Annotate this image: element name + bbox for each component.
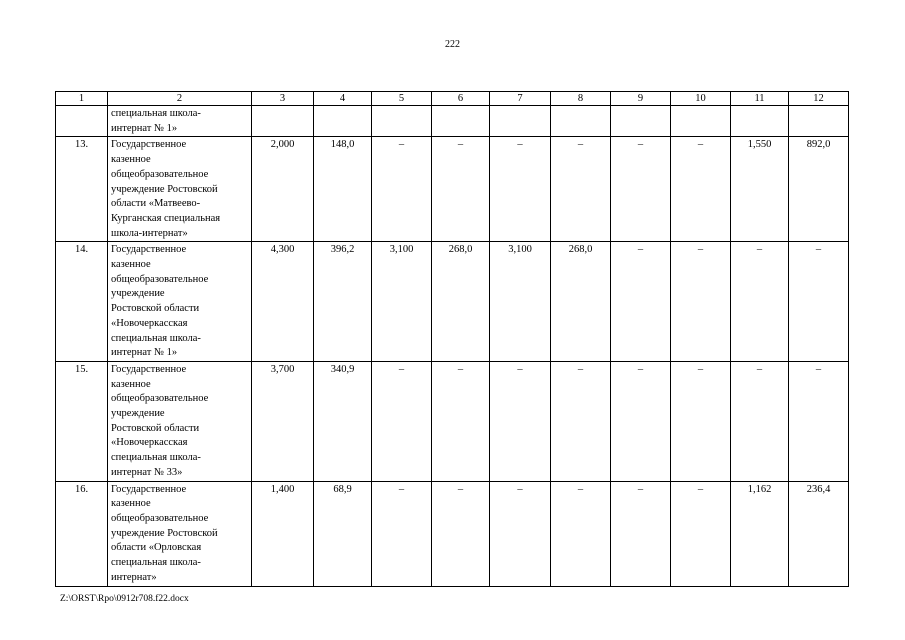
institution-name-line: интернат» (111, 571, 157, 583)
value-cell: – (432, 361, 490, 481)
institution-name-line: казенное (111, 378, 151, 390)
table-row-continuation (56, 106, 849, 137)
value-cell: – (611, 242, 671, 362)
institution-name-line: Государственное (111, 483, 187, 495)
page-number: 222 (445, 39, 460, 50)
value-cell (551, 106, 611, 137)
table-row (56, 242, 849, 362)
institution-name-line: Государственное (111, 139, 187, 151)
value-cell: 268,0 (551, 242, 611, 362)
value-cell: – (490, 481, 551, 586)
value-cell: – (372, 361, 432, 481)
institution-name-line: казенное (111, 154, 151, 166)
column-header: 9 (611, 92, 671, 106)
column-header: 1 (56, 92, 108, 106)
institution-name (108, 137, 252, 242)
table-row (56, 481, 849, 586)
column-header: 4 (314, 92, 372, 106)
institution-name-line: Курганская специальная (111, 212, 221, 224)
value-cell: 1,550 (731, 137, 789, 242)
value-cell: – (731, 242, 789, 362)
value-cell: 3,700 (252, 361, 314, 481)
value-cell: – (789, 361, 849, 481)
header-row (56, 92, 849, 106)
value-cell: 340,9 (314, 361, 372, 481)
value-cell: – (372, 481, 432, 586)
institution-name-line: Государственное (111, 363, 187, 375)
value-cell (372, 106, 432, 137)
value-cell: – (551, 137, 611, 242)
row-number: 14. (56, 242, 108, 362)
institution-name-line: интернат № 33» (111, 466, 183, 478)
column-header: 8 (551, 92, 611, 106)
value-cell: – (551, 481, 611, 586)
data-table (55, 91, 849, 587)
value-cell: 3,100 (490, 242, 551, 362)
value-cell: – (432, 481, 490, 586)
value-cell: 4,300 (252, 242, 314, 362)
institution-name-line: интернат № 1» (111, 122, 178, 134)
institution-name-line: области «Матвеево- (111, 198, 201, 210)
value-cell: – (372, 137, 432, 242)
row-number (56, 106, 108, 137)
value-cell: – (731, 361, 789, 481)
value-cell: 1,400 (252, 481, 314, 586)
value-cell: – (432, 137, 490, 242)
institution-name-line: общеобразовательное (111, 273, 209, 285)
value-cell: – (611, 361, 671, 481)
institution-name-line: общеобразовательное (111, 168, 209, 180)
value-cell: – (490, 137, 551, 242)
column-header: 2 (108, 92, 252, 106)
institution-name (108, 106, 252, 137)
institution-name-line: учреждение (111, 408, 165, 420)
institution-name (108, 242, 252, 362)
institution-name-line: специальная школа- (111, 557, 201, 569)
value-cell: 1,162 (731, 481, 789, 586)
column-header: 3 (252, 92, 314, 106)
institution-name-line: учреждение Ростовской (111, 527, 218, 539)
value-cell: 148,0 (314, 137, 372, 242)
institution-name-line: казенное (111, 259, 151, 271)
institution-name-line: учреждение Ростовской (111, 183, 218, 195)
column-header: 10 (671, 92, 731, 106)
column-header: 12 (789, 92, 849, 106)
value-cell: 2,000 (252, 137, 314, 242)
value-cell (252, 106, 314, 137)
institution-name-line: Ростовской области (111, 422, 200, 434)
table-body (56, 92, 849, 587)
institution-name-line: общеобразовательное (111, 393, 209, 405)
institution-name-line: области «Орловская (111, 542, 202, 554)
column-header: 5 (372, 92, 432, 106)
value-cell: – (671, 137, 731, 242)
institution-name-line: специальная школа- (111, 452, 201, 464)
value-cell: 268,0 (432, 242, 490, 362)
institution-name-line: Государственное (111, 244, 187, 256)
value-cell (611, 106, 671, 137)
value-cell (731, 106, 789, 137)
value-cell: – (611, 137, 671, 242)
value-cell: – (671, 481, 731, 586)
value-cell (314, 106, 372, 137)
institution-name (108, 481, 252, 586)
footer-file-path: Z:\ORST\Rpo\0912r708.f22.docx (60, 594, 189, 604)
row-number: 13. (56, 137, 108, 242)
table-row (56, 137, 849, 242)
value-cell (432, 106, 490, 137)
value-cell: 892,0 (789, 137, 849, 242)
value-cell: 236,4 (789, 481, 849, 586)
table-row (56, 361, 849, 481)
value-cell: – (551, 361, 611, 481)
value-cell: – (611, 481, 671, 586)
value-cell: – (789, 242, 849, 362)
column-header: 6 (432, 92, 490, 106)
institution-name-line: учреждение (111, 288, 165, 300)
row-number: 16. (56, 481, 108, 586)
value-cell: – (671, 361, 731, 481)
row-number: 15. (56, 361, 108, 481)
institution-name-line: специальная школа- (111, 108, 201, 119)
institution-name-line: «Новочеркасская (111, 437, 188, 449)
institution-name (108, 361, 252, 481)
value-cell: 3,100 (372, 242, 432, 362)
value-cell (671, 106, 731, 137)
institution-name-line: «Новочеркасская (111, 317, 188, 329)
value-cell (789, 106, 849, 137)
column-header: 7 (490, 92, 551, 106)
institution-name-line: общеобразовательное (111, 512, 209, 524)
column-header: 11 (731, 92, 789, 106)
institution-name-line: школа-интернат» (111, 227, 188, 239)
institution-name-line: специальная школа- (111, 332, 201, 344)
value-cell (490, 106, 551, 137)
value-cell: 396,2 (314, 242, 372, 362)
institution-name-line: казенное (111, 498, 151, 510)
value-cell: – (671, 242, 731, 362)
value-cell: – (490, 361, 551, 481)
institution-name-line: Ростовской области (111, 303, 200, 315)
institution-name-line: интернат № 1» (111, 347, 178, 359)
value-cell: 68,9 (314, 481, 372, 586)
